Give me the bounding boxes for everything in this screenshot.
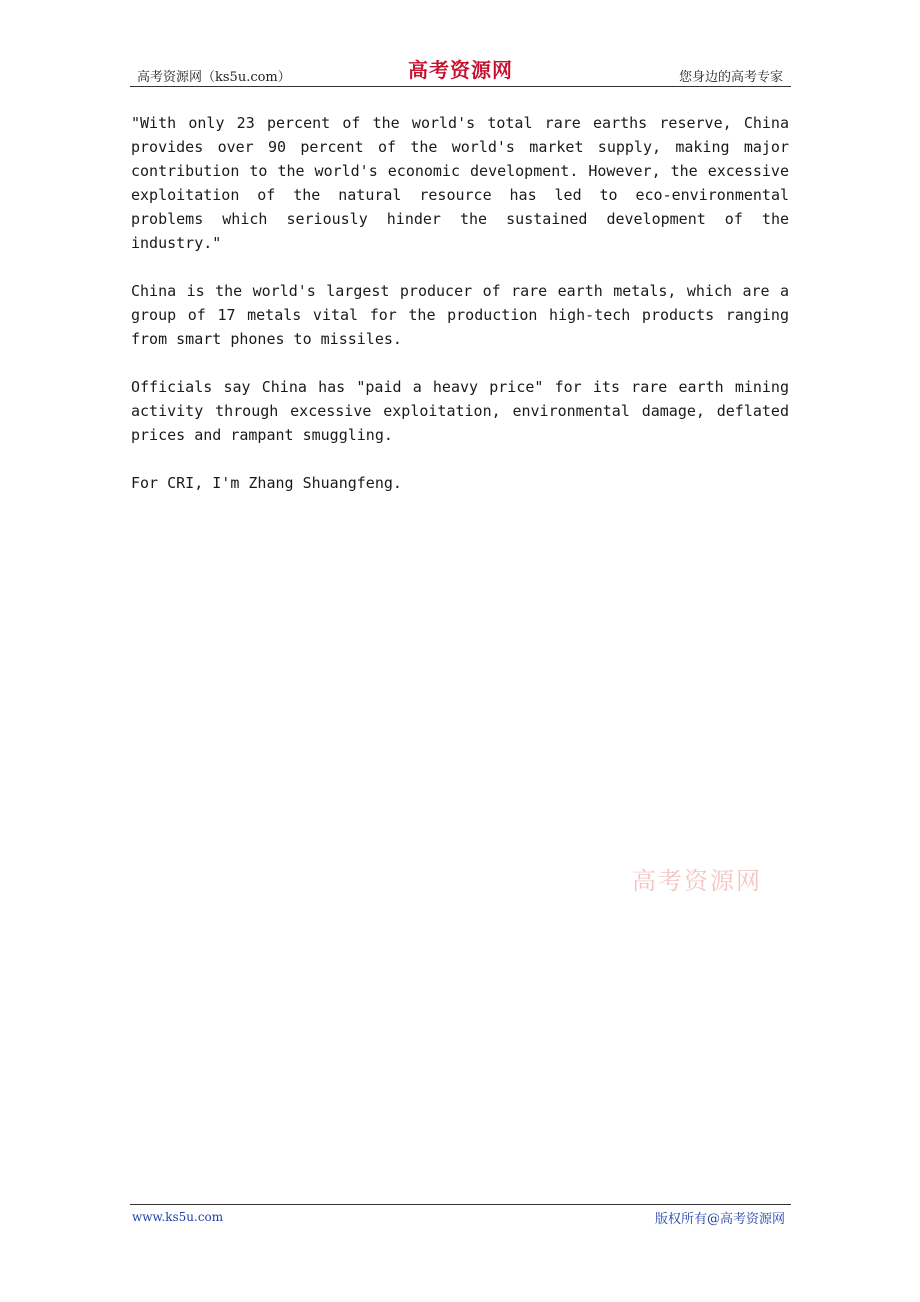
- header-logo: 高考资源网: [408, 58, 513, 82]
- article-body: [131, 111, 789, 519]
- header-slogan: 您身边的高考专家: [678, 70, 783, 85]
- article-paragraph-3: Officials say China has "paid a heavy price" for its rare earth mining activity through excessive exploitation, environmental damage, deflated prices and rampant smuggling.: [131, 378, 789, 444]
- article-paragraph-1: "With only 23 percent of the world's total rare earths reserve, China provides over 90 percent of the world's market supply, making major contribution to the world's economic development. However, the excessive exploitation of the natural resource has led to eco-environmental problems which seriously hinder the sustained development of the industry.": [131, 114, 789, 252]
- article-paragraph-4: For CRI, I'm Zhang Shuangfeng.: [131, 474, 402, 492]
- header-site-name: 高考资源网（ks5u.com）: [137, 70, 291, 85]
- footer-site-link[interactable]: www.ks5u.com: [132, 1210, 224, 1224]
- article-paragraph-2: China is the world's largest producer of rare earth metals, which are a group of 17 metals vital for the production high-tech products ranging from smart phones to missiles.: [131, 282, 789, 348]
- footer-copyright: 版权所有@高考资源网: [654, 1212, 785, 1227]
- watermark-logo: 高考资源网: [632, 867, 762, 895]
- page-header: [130, 52, 791, 87]
- page-footer: [130, 1204, 791, 1229]
